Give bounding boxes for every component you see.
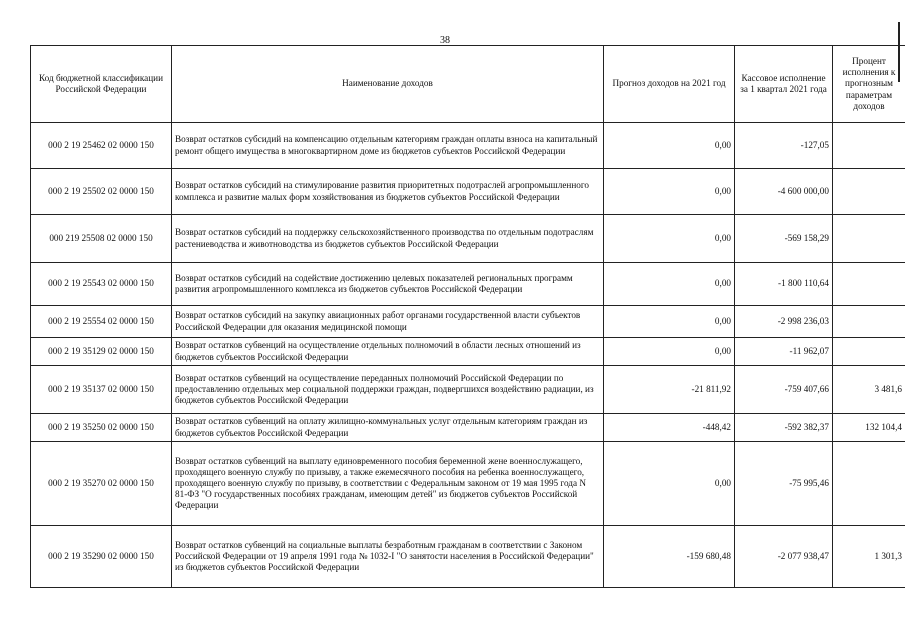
cell-cash: -4 600 000,00: [735, 169, 833, 215]
table-row: [31, 442, 905, 526]
cell-cash: -2 077 938,47: [735, 526, 833, 588]
header-code: Код бюджетной классификации Российской Федерации: [31, 46, 172, 123]
cell-forecast: 0,00: [604, 263, 735, 306]
header-percent: Процент исполнения к прогнозным параметрам доходов: [833, 46, 905, 123]
cell-code: 000 2 19 35129 02 0000 150: [31, 338, 172, 366]
table-row: [31, 263, 905, 306]
cell-code: 000 2 19 35137 02 0000 150: [31, 366, 172, 414]
cell-name: Возврат остатков субсидий на закупку авиационных работ органами государственной власти субъектов Российской Федерации для оказания медицинской помощи: [172, 306, 604, 338]
cell-forecast: -159 680,48: [604, 526, 735, 588]
cell-percent: [833, 338, 905, 366]
cell-percent: [833, 442, 905, 526]
cell-cash: -569 158,29: [735, 215, 833, 263]
cell-forecast: 0,00: [604, 123, 735, 169]
cell-name: Возврат остатков субсидий на стимулирование развития приоритетных подотраслей агропромышленного комплекса и развитие малых форм хозяйствования из бюджетов субъектов Российской Федерации: [172, 169, 604, 215]
cell-percent: 1 301,3: [833, 526, 905, 588]
cell-forecast: 0,00: [604, 169, 735, 215]
table-row: [31, 169, 905, 215]
cell-forecast: 0,00: [604, 306, 735, 338]
cell-name: Возврат остатков субвенций на оплату жилищно-коммунальных услуг отдельным категориям граждан из бюджетов субъектов Российской Федерации: [172, 414, 604, 442]
table-row: [31, 338, 905, 366]
cell-cash: -2 998 236,03: [735, 306, 833, 338]
cell-code: 000 2 19 25554 02 0000 150: [31, 306, 172, 338]
cell-name: Возврат остатков субвенций на осуществление переданных полномочий Российской Федерации по предоставлению отдельных мер социальной поддержки граждан, подвергшихся воздействию радиации, из бюджетов субъектов Российской Федерации: [172, 366, 604, 414]
header-name: Наименование доходов: [172, 46, 604, 123]
table-header-row: [31, 46, 905, 123]
cell-name: Возврат остатков субсидий на поддержку сельскохозяйственного производства по отдельным подотраслям растениеводства и животноводства из бюджетов субъектов Российской Федерации: [172, 215, 604, 263]
cell-cash: -1 800 110,64: [735, 263, 833, 306]
cell-code: 000 2 19 25502 02 0000 150: [31, 169, 172, 215]
table-row: [31, 414, 905, 442]
table-row: [31, 306, 905, 338]
cell-forecast: -448,42: [604, 414, 735, 442]
table-row: [31, 123, 905, 169]
cell-forecast: 0,00: [604, 215, 735, 263]
table-row: [31, 215, 905, 263]
cell-percent: [833, 263, 905, 306]
cell-code: 000 219 25508 02 0000 150: [31, 215, 172, 263]
revenue-table: [30, 45, 905, 588]
cell-name: Возврат остатков субвенций на осуществление отдельных полномочий в области лесных отношений из бюджетов субъектов Российской Федерации: [172, 338, 604, 366]
cell-forecast: 0,00: [604, 338, 735, 366]
table-row: [31, 526, 905, 588]
cell-cash: -11 962,07: [735, 338, 833, 366]
cell-name: Возврат остатков субвенций на социальные выплаты безработным гражданам в соответствии с Законом Российской Федерации от 19 апреля 1991 года № 1032-I "О занятости населения в Российской Федерации" из бюджетов субъектов Российской Федерации: [172, 526, 604, 588]
cell-code: 000 2 19 35270 02 0000 150: [31, 442, 172, 526]
cell-forecast: 0,00: [604, 442, 735, 526]
table-row: [31, 366, 905, 414]
cell-cash: -759 407,66: [735, 366, 833, 414]
cell-code: 000 2 19 25462 02 0000 150: [31, 123, 172, 169]
cell-cash: -127,05: [735, 123, 833, 169]
cell-code: 000 2 19 35290 02 0000 150: [31, 526, 172, 588]
cell-percent: [833, 215, 905, 263]
cell-cash: -592 382,37: [735, 414, 833, 442]
header-cash: Кассовое исполнение за 1 квартал 2021 года: [735, 46, 833, 123]
cell-forecast: -21 811,92: [604, 366, 735, 414]
header-forecast: Прогноз доходов на 2021 год: [604, 46, 735, 123]
cell-name: Возврат остатков субсидий на содействие достижению целевых показателей региональных программ развития агропромышленного комплекса из бюджетов субъектов Российской Федерации: [172, 263, 604, 306]
cell-percent: [833, 169, 905, 215]
cell-code: 000 2 19 35250 02 0000 150: [31, 414, 172, 442]
cell-percent: 3 481,6: [833, 366, 905, 414]
cell-name: Возврат остатков субвенций на выплату единовременного пособия беременной жене военнослужащего, проходящего военную службу по призыву, а также ежемесячного пособия на ребенка военнослужащего, проходящего военную службу по призыву, в соответствии с Федеральным законом от 19 мая 1995 года N 81-ФЗ "О государственных пособиях гражданам, имеющим детей" из бюджетов субъектов Российской Федерации: [172, 442, 604, 526]
cell-percent: [833, 123, 905, 169]
cell-cash: -75 995,46: [735, 442, 833, 526]
cell-name: Возврат остатков субсидий на компенсацию отдельным категориям граждан оплаты взноса на капитальный ремонт общего имущества в многоквартирном доме из бюджетов субъектов Российской Федерации: [172, 123, 604, 169]
page-number: 38: [440, 35, 450, 46]
cell-percent: 132 104,4: [833, 414, 905, 442]
cell-percent: [833, 306, 905, 338]
table-body: [31, 123, 905, 588]
cell-code: 000 2 19 25543 02 0000 150: [31, 263, 172, 306]
